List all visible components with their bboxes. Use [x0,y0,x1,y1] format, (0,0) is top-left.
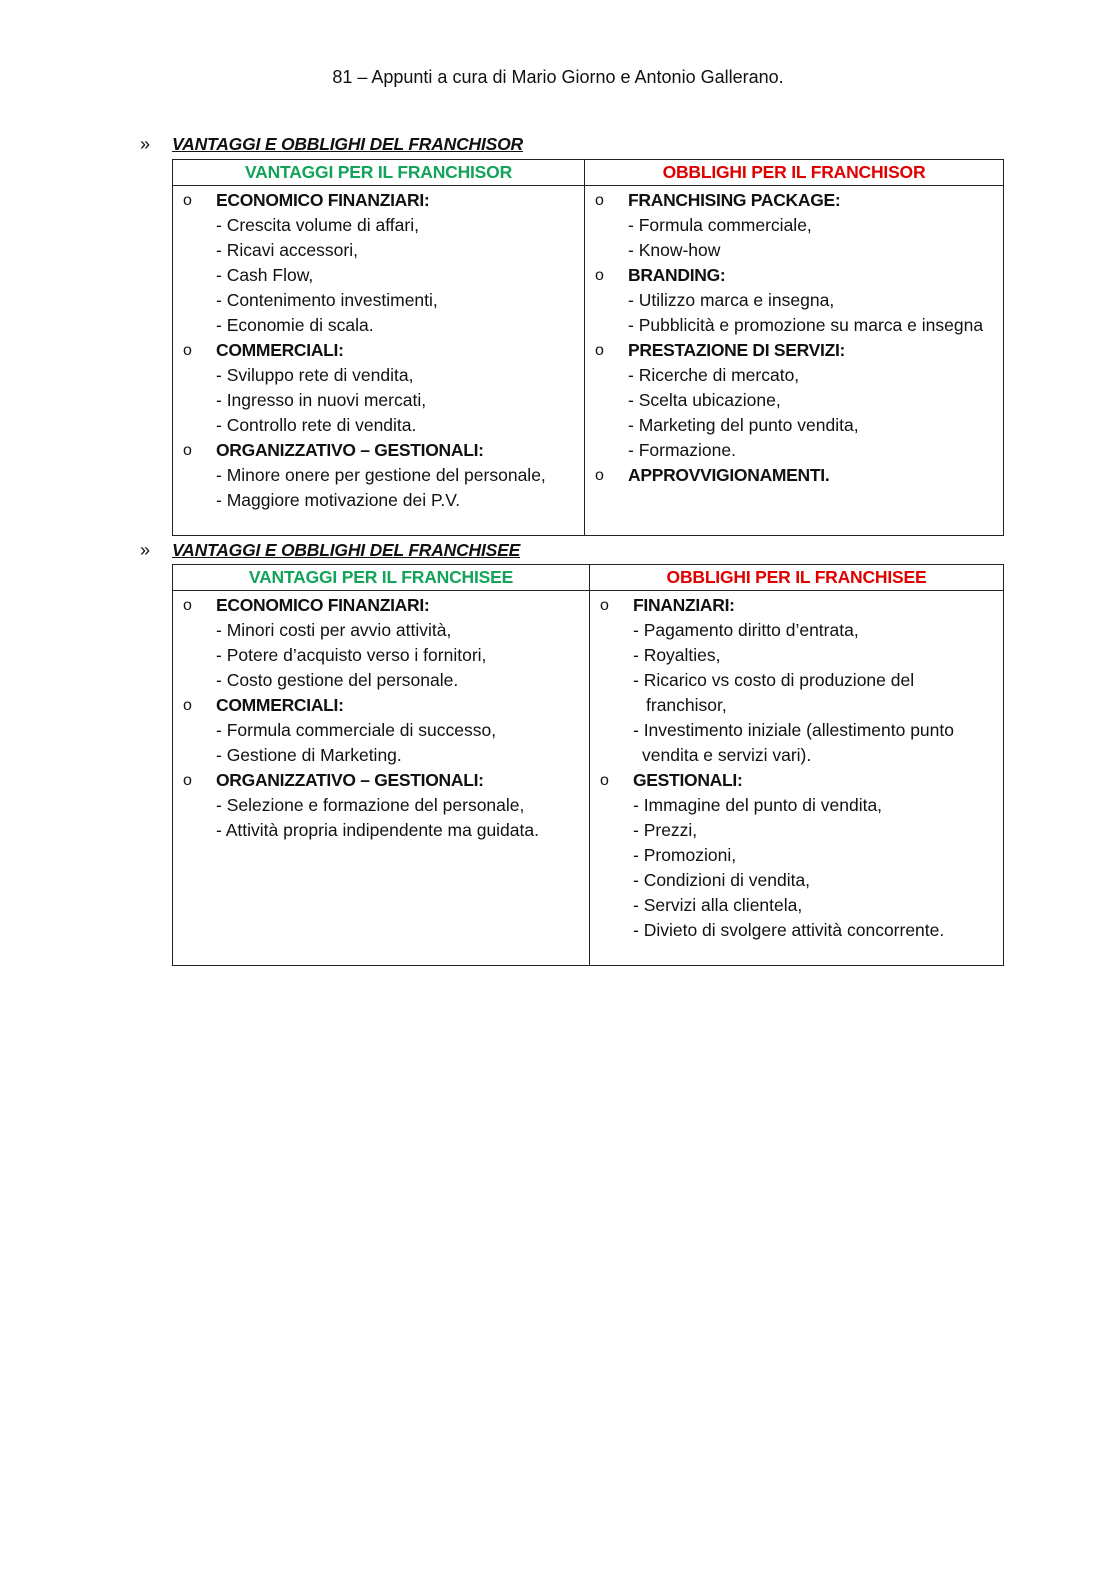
group [181,188,580,338]
circle-bullet-icon: o [595,342,604,359]
circle-bullet-icon: o [600,772,609,789]
group [593,188,999,263]
list-item: - Investimento iniziale (allestimento punto vendita e servizi vari). [633,720,954,765]
group-title: ORGANIZZATIVO – GESTIONALI: [216,770,484,790]
list-item: - Promozioni, [633,845,737,865]
page-header: 81 – Appunti a cura di Mario Giorno e Antonio Gallerano. [332,67,784,87]
list-item: - Utilizzo marca e insegna, [628,290,835,310]
group [181,593,585,693]
list-item: - Marketing del punto vendita, [628,415,859,435]
list-item: - Servizi alla clientela, [633,895,803,915]
circle-bullet-icon: o [595,467,604,484]
list-item: - Royalties, [633,645,721,665]
circle-bullet-icon: o [595,192,604,209]
list-item: - Attività propria indipendente ma guidata. [216,820,539,840]
circle-bullet-icon: o [183,597,192,614]
franchisor-table [172,159,1004,536]
vantaggi-franchisee-cell [173,591,589,843]
group-title: FRANCHISING PACKAGE: [628,190,841,210]
column-header-vantaggi-franchisor: VANTAGGI PER IL FRANCHISOR [173,160,585,186]
group-title: APPROVVIGIONAMENTI. [628,465,830,485]
list-item: - Pubblicità e promozione su marca e insegna [628,315,984,335]
group [593,263,999,338]
section-title-franchisor: » VANTAGGI E OBBLIGHI DEL FRANCHISOR [140,134,523,154]
list-item: - Formula commerciale di successo, [216,720,497,740]
list-item: - Ingresso in nuovi mercati, [216,390,427,410]
group [181,338,580,438]
list-item: - Costo gestione del personale. [216,670,459,690]
obblighi-franchisor-cell [585,186,1003,488]
group-title: GESTIONALI: [633,770,743,790]
group-title: BRANDING: [628,265,726,285]
group [593,338,999,463]
group-title: ECONOMICO FINANZIARI: [216,190,430,210]
list-item: - Gestione di Marketing. [216,745,402,765]
list-item: - Formula commerciale, [628,215,812,235]
list-item: - Contenimento investimenti, [216,290,438,310]
list-item: - Crescita volume di affari, [216,215,419,235]
list-item: - Controllo rete di vendita. [216,415,417,435]
group-title: COMMERCIALI: [216,695,344,715]
group [598,768,999,943]
list-item: - Selezione e formazione del personale, [216,795,525,815]
list-item: - Scelta ubicazione, [628,390,781,410]
list-item: - Formazione. [628,440,736,460]
list-item: - Maggiore motivazione dei P.V. [216,490,461,510]
list-item: - Divieto di svolgere attività concorrente. [633,920,945,940]
circle-bullet-icon: o [183,192,192,209]
list-item: - Ricerche di mercato, [628,365,800,385]
section-bullet: » [140,134,151,154]
list-item: - Cash Flow, [216,265,314,285]
column-header-obblighi-franchisee: OBBLIGHI PER IL FRANCHISEE [590,565,1004,591]
group [593,463,999,488]
group [181,438,580,513]
list-item: - Economie di scala. [216,315,374,335]
group-title: FINANZIARI: [633,595,735,615]
list-item: - Minore onere per gestione del personale, [216,465,546,485]
circle-bullet-icon: o [183,342,192,359]
column-header-vantaggi-franchisee: VANTAGGI PER IL FRANCHISEE [173,565,590,591]
list-item: - Know-how [628,240,721,260]
list-item: - Sviluppo rete di vendita, [216,365,414,385]
group [181,768,585,843]
vantaggi-franchisor-cell [173,186,584,513]
circle-bullet-icon: o [183,772,192,789]
group-title: ECONOMICO FINANZIARI: [216,595,430,615]
list-item: - Condizioni di vendita, [633,870,811,890]
list-item: - Potere d’acquisto verso i fornitori, [216,645,487,665]
list-item: - Ricarico vs costo di produzione del franchisor, [633,670,915,715]
list-item: - Pagamento diritto d’entrata, [633,620,859,640]
circle-bullet-icon: o [183,697,192,714]
circle-bullet-icon: o [600,597,609,614]
group [181,693,585,768]
list-item: - Prezzi, [633,820,698,840]
group [598,593,999,768]
franchisee-table [172,564,1004,966]
section-bullet: » [140,540,151,560]
circle-bullet-icon: o [183,442,192,459]
list-item: - Immagine del punto di vendita, [633,795,883,815]
section-title-franchisee: » VANTAGGI E OBBLIGHI DEL FRANCHISEE [140,540,521,560]
list-item: - Minori costi per avvio attività, [216,620,452,640]
group-title: PRESTAZIONE DI SERVIZI: [628,340,846,360]
group-title: COMMERCIALI: [216,340,344,360]
column-header-obblighi-franchisor: OBBLIGHI PER IL FRANCHISOR [585,160,1004,186]
list-item: - Ricavi accessori, [216,240,358,260]
circle-bullet-icon: o [595,267,604,284]
obblighi-franchisee-cell [590,591,1003,943]
group-title: ORGANIZZATIVO – GESTIONALI: [216,440,484,460]
